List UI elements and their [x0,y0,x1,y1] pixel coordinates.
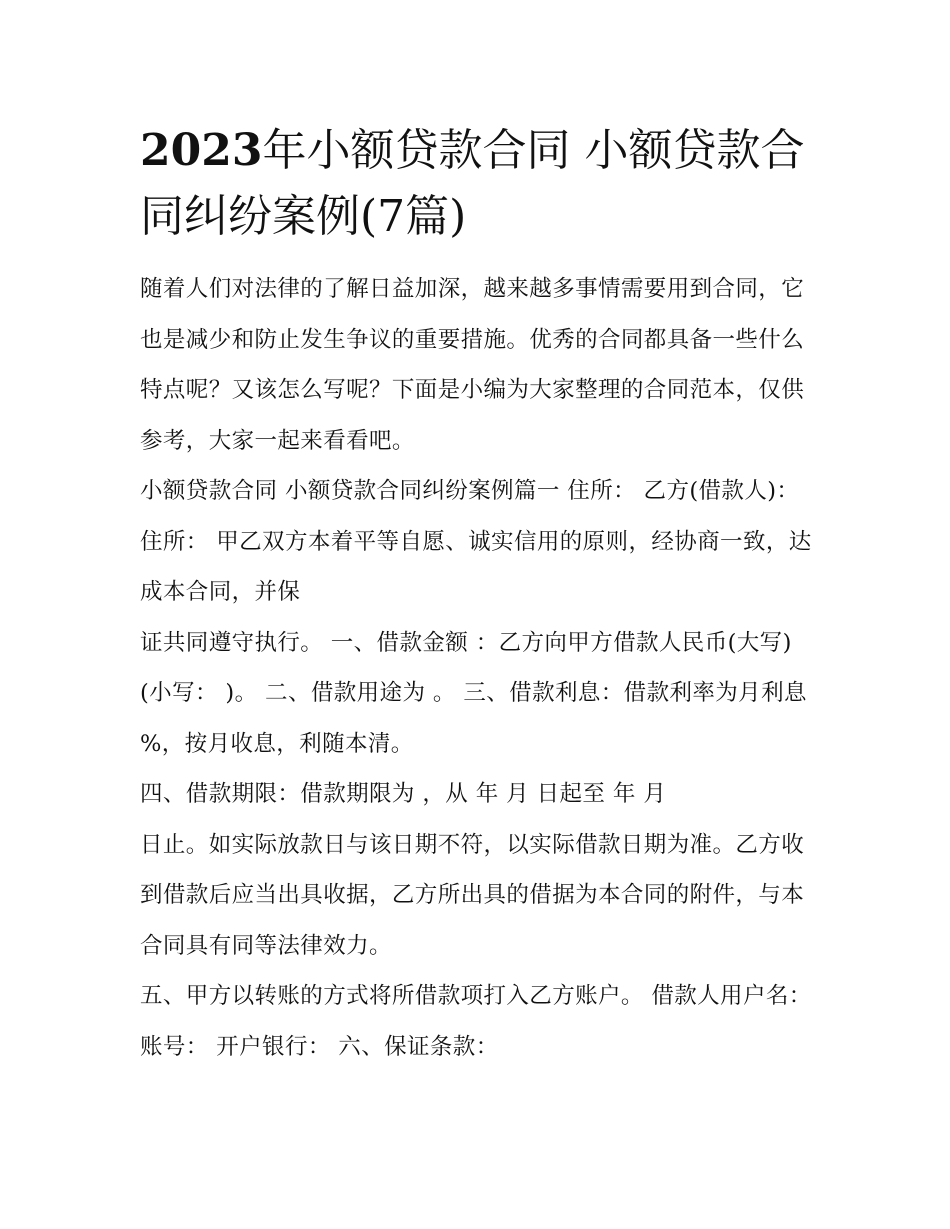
document-body [140,118,820,1072]
paragraph-intro: 随着人们对法律的了解日益加深，越来越多事情需要用到合同，它也是减少和防止发生争议的重要措施。优秀的合同都具备一些什么特点呢？又该怎么写呢？下面是小编为大家整理的合同范本，仅供参考，大家一起来看看吧。 [140,276,805,454]
paragraph-transfer: 五、甲方以转账的方式将所借款项打入乙方账户。 借款人用户名： 账号： 开户银行： 六、保证条款： [140,983,812,1060]
paragraph-receipt: 日止。如实际放款日与该日期不符，以实际借款日期为准。乙方收到借款后应当出具收据，乙方所出具的借据为本合同的附件，与本合同具有同等法律效力。 [140,831,805,959]
title-text: 年小额贷款合同 小额贷款合同纠纷案例(7篇) [140,125,805,242]
title-year: 2023 [140,125,263,176]
paragraph-parties: 小额贷款合同 小额贷款合同纠纷案例篇一 住所： 乙方(借款人)： 住所： 甲乙双方本着平等自愿、诚实信用的原则，经协商一致，达成本合同，并保 [140,478,812,605]
paragraph-loan-period: 四、借款期限：借款期限为 ，从 年 月 日起至 年 月 [140,781,667,807]
paragraph-loan-terms: 证共同遵守执行。 一、借款金额 ：乙方向甲方借款人民币(大写) (小写： )。 二、借款用途为 。 三、借款利息：借款利率为月利息 %，按月收息，利随本清。 [140,629,807,757]
document-title [140,118,820,250]
